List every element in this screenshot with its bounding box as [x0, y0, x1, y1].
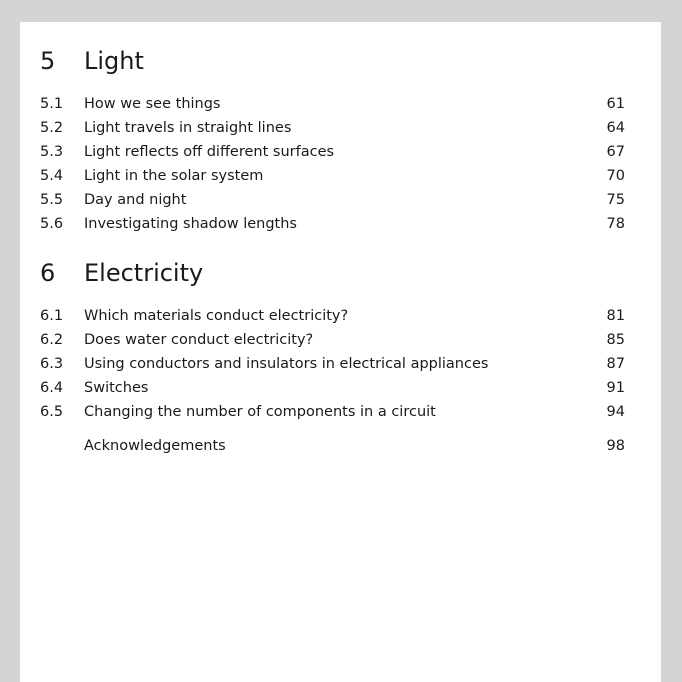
page-number: 87: [606, 356, 625, 373]
section-title: Changing the number of components in a circuit: [84, 404, 436, 421]
page-number: 94: [606, 404, 625, 421]
chapter-number: 5: [40, 47, 56, 75]
section-number: 5.6: [40, 216, 64, 233]
toc-row[interactable]: [40, 212, 640, 236]
section-title: Does water conduct electricity?: [84, 332, 314, 349]
section-title: Light travels in straight lines: [84, 120, 292, 137]
toc-row[interactable]: [40, 376, 640, 400]
toc-row[interactable]: [40, 328, 640, 352]
chapter-title: Electricity: [84, 259, 204, 287]
section-title: Investigating shadow lengths: [84, 216, 297, 233]
toc-page: [20, 22, 661, 682]
page-number: 64: [606, 120, 625, 137]
section-number: 6.3: [40, 356, 64, 373]
acknowledgements-title: Acknowledgements: [84, 438, 226, 454]
section-title: Day and night: [84, 192, 187, 209]
toc-row[interactable]: [40, 164, 640, 188]
section-list: [40, 304, 640, 424]
chapter-heading: [40, 255, 640, 291]
page-number: 85: [606, 332, 625, 349]
page-number: 61: [606, 96, 625, 112]
section-title: Switches: [84, 380, 149, 397]
section-number: 6.4: [40, 380, 64, 397]
section-title: Using conductors and insulators in electrical appliances: [84, 356, 489, 373]
chapter-light: [40, 43, 640, 237]
chapter-title: Light: [84, 47, 144, 75]
page-number: 70: [606, 168, 625, 185]
page-number: 91: [606, 380, 625, 397]
page-number: 67: [606, 144, 625, 161]
section-title: How we see things: [84, 96, 221, 112]
page-number: 78: [606, 216, 625, 233]
page-number: 75: [606, 192, 625, 209]
section-number: 5.5: [40, 192, 64, 209]
chapter-number: 6: [40, 259, 56, 287]
page-number: 98: [606, 438, 625, 454]
toc-row[interactable]: [40, 400, 640, 424]
chapter-electricity: [40, 255, 640, 424]
toc-row[interactable]: [40, 188, 640, 212]
toc-row[interactable]: [40, 304, 640, 328]
section-title: Light in the solar system: [84, 168, 264, 185]
section-number: 6.5: [40, 404, 64, 421]
toc-row[interactable]: [40, 352, 640, 376]
acknowledgements-row[interactable]: [40, 434, 640, 458]
section-number: 6.2: [40, 332, 64, 349]
toc-row[interactable]: [40, 92, 640, 116]
chapter-heading: [40, 43, 640, 79]
section-title: Light reflects off different surfaces: [84, 144, 335, 161]
section-list: [40, 92, 640, 237]
section-number: 5.2: [40, 120, 64, 137]
section-number: 5.4: [40, 168, 64, 185]
toc-row[interactable]: [40, 116, 640, 140]
section-number: 5.3: [40, 144, 64, 161]
section-number: 6.1: [40, 308, 64, 324]
page-number: 81: [606, 308, 625, 324]
section-number: 5.1: [40, 96, 64, 112]
section-title: Which materials conduct electricity?: [84, 308, 349, 324]
toc-row[interactable]: [40, 140, 640, 164]
